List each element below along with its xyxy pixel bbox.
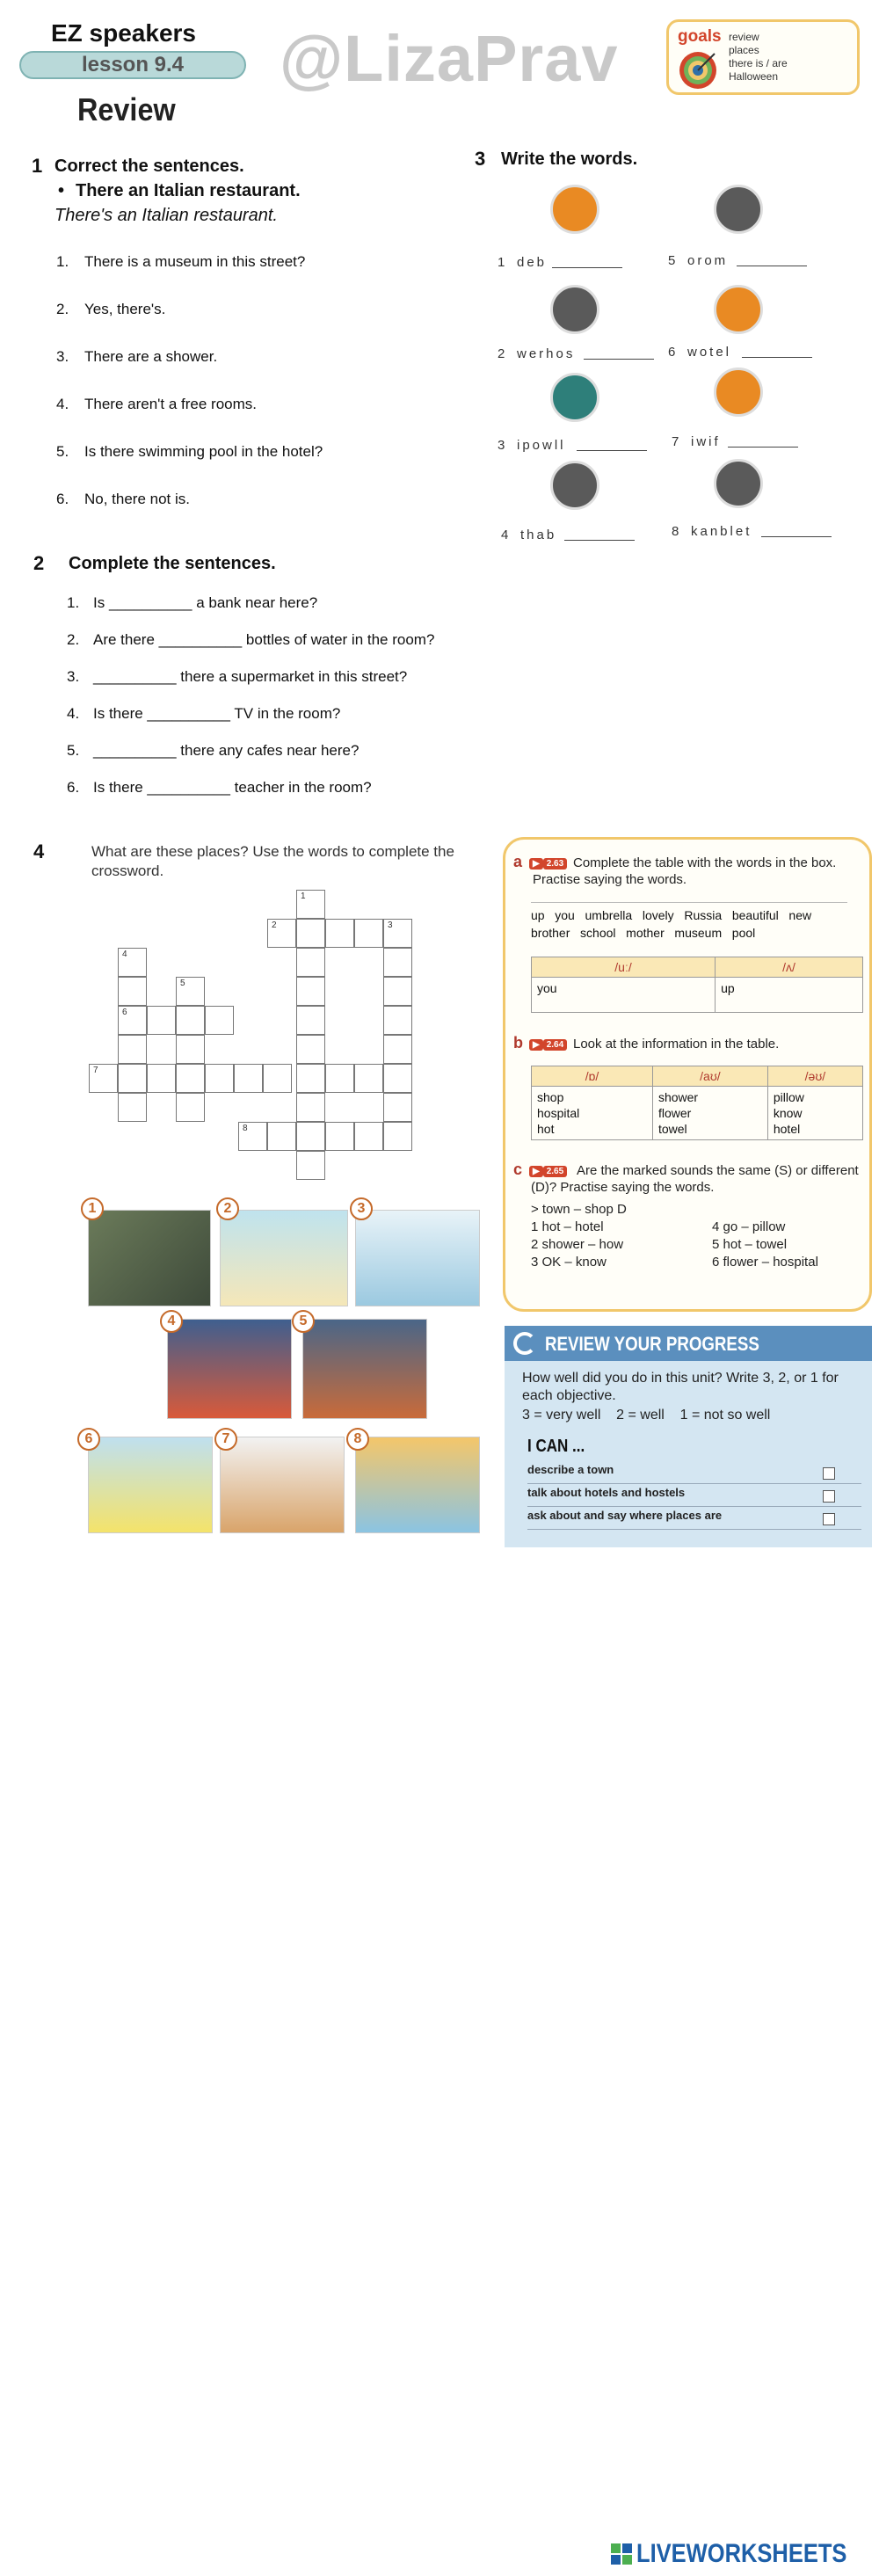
word-scramble: thab bbox=[520, 528, 557, 542]
objective-checkbox[interactable] bbox=[823, 1490, 835, 1503]
answer-line[interactable] bbox=[742, 357, 812, 358]
word: school bbox=[580, 926, 616, 940]
crossword-cell[interactable] bbox=[296, 1064, 325, 1093]
crossword-cell[interactable] bbox=[383, 1064, 412, 1093]
section-2-number: 2 bbox=[33, 552, 45, 574]
table-cell bbox=[532, 1087, 653, 1140]
crossword-number: 5 bbox=[180, 979, 185, 988]
item-number: 1. bbox=[67, 594, 80, 611]
play-icon: ▶ bbox=[529, 1166, 543, 1177]
exercise-b-letter: b bbox=[513, 1034, 523, 1052]
crossword-cell[interactable] bbox=[383, 1122, 412, 1151]
target-icon bbox=[678, 50, 718, 91]
crossword-cell[interactable] bbox=[296, 977, 325, 1006]
exercise-b-text: Look at the information in the table. bbox=[573, 1037, 780, 1052]
goals-list bbox=[729, 31, 788, 84]
progress-scale: 3 = very well 2 = well 1 = not so well bbox=[522, 1408, 771, 1423]
table-cell[interactable]: you bbox=[532, 978, 716, 1013]
crossword-cell[interactable] bbox=[118, 1064, 147, 1093]
crossword-cell[interactable] bbox=[296, 1093, 325, 1122]
word: hospital bbox=[537, 1106, 580, 1120]
column-header: /ɒ/ bbox=[532, 1066, 653, 1087]
section-4-instruction: What are these places? Use the words to complete the crossword. bbox=[91, 843, 454, 879]
sentence-text: Is there __________ TV in the room? bbox=[93, 705, 341, 722]
word: hot bbox=[537, 1122, 555, 1136]
word: flower bbox=[657, 1106, 692, 1120]
word: lovely bbox=[642, 908, 674, 922]
pair-item: 6 flower – hospital bbox=[712, 1255, 818, 1270]
ican-heading: I CAN ... bbox=[527, 1437, 585, 1456]
example-answer: There's an Italian restaurant. bbox=[54, 206, 278, 225]
word: know bbox=[773, 1106, 803, 1120]
crossword-cell[interactable] bbox=[234, 1064, 263, 1093]
pillow-icon bbox=[550, 373, 599, 422]
place-picture-restaurant bbox=[88, 1210, 211, 1306]
table-cell bbox=[767, 1087, 862, 1140]
place-picture-museum bbox=[167, 1319, 292, 1419]
word: pillow bbox=[773, 1090, 804, 1104]
liveworksheets-logo-icon bbox=[610, 2543, 633, 2565]
crossword-number: 6 bbox=[122, 1008, 127, 1017]
crossword-number: 3 bbox=[388, 921, 393, 930]
word: hotel bbox=[773, 1122, 801, 1136]
word: museum bbox=[674, 926, 723, 940]
crossword-cell[interactable] bbox=[263, 1064, 292, 1093]
word-scramble: ipowll bbox=[517, 438, 566, 453]
word-scramble: deb bbox=[517, 255, 548, 270]
word: beautiful bbox=[731, 908, 779, 922]
place-picture-station bbox=[355, 1437, 480, 1533]
word-number: 8 bbox=[672, 524, 682, 539]
crossword-cell[interactable] bbox=[176, 1093, 205, 1122]
objective-label: talk about hotels and hostels bbox=[527, 1486, 686, 1499]
word: shop bbox=[537, 1090, 564, 1104]
column-header: /əʊ/ bbox=[767, 1066, 862, 1087]
track-number: 2.63 bbox=[543, 858, 567, 870]
section-2-heading: Complete the sentences. bbox=[69, 554, 276, 573]
word: shower bbox=[657, 1090, 699, 1104]
bed-icon bbox=[550, 185, 599, 234]
word: new bbox=[788, 908, 812, 922]
word-number: 6 bbox=[668, 345, 679, 360]
section-3-heading: Write the words. bbox=[501, 149, 638, 169]
answer-line[interactable] bbox=[552, 267, 622, 268]
table-cell bbox=[652, 1087, 767, 1140]
goals-item: there is / are bbox=[729, 57, 788, 69]
crossword-cell[interactable] bbox=[354, 1122, 383, 1151]
word: brother bbox=[531, 926, 570, 940]
crossword-cell[interactable] bbox=[325, 919, 354, 948]
section-1-heading: Correct the sentences. bbox=[54, 156, 244, 176]
crossword-cell[interactable] bbox=[147, 1006, 176, 1035]
progress-instruction: How well did you do in this unit? Write 3, 2, or 1 for each objective. bbox=[522, 1371, 839, 1403]
table-b bbox=[531, 1066, 863, 1140]
crossword-cell[interactable] bbox=[383, 977, 412, 1006]
pair-item: 1 hot – hotel bbox=[531, 1219, 604, 1234]
item-number: 4. bbox=[56, 396, 69, 412]
sentence-text: There are a shower. bbox=[84, 348, 218, 365]
sentence-text: Is there swimming pool in the hotel? bbox=[84, 443, 323, 460]
objective-row bbox=[527, 1509, 861, 1530]
table-cell[interactable]: up bbox=[716, 978, 863, 1013]
picture-number: 6 bbox=[77, 1428, 100, 1451]
objective-label: ask about and say where places are bbox=[527, 1509, 723, 1522]
picture-number: 7 bbox=[214, 1428, 237, 1451]
crossword-cell[interactable] bbox=[383, 1006, 412, 1035]
goals-item: Halloween bbox=[729, 70, 779, 83]
place-picture-pool bbox=[355, 1210, 480, 1306]
goals-item: review bbox=[729, 31, 759, 43]
answer-line[interactable] bbox=[577, 450, 647, 451]
goals-box bbox=[666, 19, 860, 95]
objective-checkbox[interactable] bbox=[823, 1513, 835, 1525]
item-number: 6. bbox=[56, 491, 69, 507]
picture-number: 4 bbox=[160, 1310, 183, 1333]
word-number: 4 bbox=[501, 528, 512, 542]
word-number: 5 bbox=[668, 253, 679, 268]
item-number: 6. bbox=[67, 779, 80, 796]
crossword-cell[interactable] bbox=[354, 1064, 383, 1093]
item-number: 5. bbox=[56, 443, 69, 460]
crossword-cell[interactable] bbox=[205, 1064, 234, 1093]
word: you bbox=[555, 908, 575, 922]
word: mother bbox=[626, 926, 665, 940]
room-icon bbox=[714, 185, 763, 234]
crossword-cell[interactable] bbox=[383, 1035, 412, 1064]
answer-line[interactable] bbox=[564, 540, 635, 541]
crossword-cell[interactable] bbox=[205, 1006, 234, 1035]
crossword-number: 4 bbox=[122, 950, 127, 959]
play-icon: ▶ bbox=[529, 1039, 543, 1051]
word-number: 7 bbox=[672, 434, 682, 449]
sentence-text: There aren't a free rooms. bbox=[84, 396, 257, 412]
crossword-cell[interactable] bbox=[383, 948, 412, 977]
watermark: @LizaPrav bbox=[280, 22, 619, 95]
crossword-number: 2 bbox=[272, 921, 277, 930]
crossword-cell[interactable] bbox=[176, 1035, 205, 1064]
section-4-number: 4 bbox=[33, 840, 45, 862]
shower-icon bbox=[550, 285, 599, 334]
picture-number: 5 bbox=[292, 1310, 315, 1333]
example-bullet: • bbox=[58, 181, 65, 200]
crossword-cell[interactable] bbox=[296, 1035, 325, 1064]
sentence-text: __________ there a supermarket in this street? bbox=[93, 668, 408, 685]
refresh-icon bbox=[513, 1332, 536, 1355]
blanket-icon bbox=[714, 459, 763, 508]
crossword-number: 7 bbox=[93, 1066, 98, 1075]
sentence-text: Is there __________ teacher in the room? bbox=[93, 779, 372, 796]
pair-item: 2 shower – how bbox=[531, 1237, 624, 1252]
table-a bbox=[531, 957, 863, 1013]
sentence-text: No, there not is. bbox=[84, 491, 191, 507]
word-scramble: kanblet bbox=[691, 524, 752, 539]
exercise-c-example: > town – shop D bbox=[531, 1202, 627, 1217]
progress-header bbox=[505, 1326, 872, 1361]
column-header: /ʌ/ bbox=[716, 957, 863, 978]
crossword-cell[interactable] bbox=[296, 1151, 325, 1180]
item-number: 5. bbox=[67, 742, 80, 759]
objective-label: describe a town bbox=[527, 1463, 614, 1476]
word: towel bbox=[657, 1122, 687, 1136]
answer-line[interactable] bbox=[584, 359, 654, 360]
exercise-a-letter: a bbox=[513, 853, 523, 870]
crossword-cell[interactable] bbox=[118, 1035, 147, 1064]
word-number: 3 bbox=[498, 438, 508, 453]
place-picture-hotel bbox=[302, 1319, 427, 1419]
picture-number: 2 bbox=[216, 1197, 239, 1220]
crossword-cell[interactable] bbox=[325, 1122, 354, 1151]
track-number: 2.65 bbox=[543, 1166, 567, 1177]
word-number: 1 bbox=[498, 255, 508, 270]
brand-title: EZ speakers bbox=[51, 19, 196, 47]
liveworksheets-logo[interactable]: LIVEWORKSHEETS bbox=[636, 2539, 847, 2568]
objective-row bbox=[527, 1463, 861, 1484]
place-picture-beach bbox=[220, 1210, 348, 1306]
bath-icon bbox=[550, 461, 599, 510]
item-number: 1. bbox=[56, 253, 69, 270]
picture-number: 3 bbox=[350, 1197, 373, 1220]
crossword-cell[interactable] bbox=[383, 1093, 412, 1122]
place-picture-market bbox=[88, 1437, 213, 1533]
section-3-number: 3 bbox=[475, 148, 486, 170]
track-number: 2.64 bbox=[543, 1039, 567, 1051]
item-number: 2. bbox=[56, 301, 69, 317]
progress-title: REVIEW YOUR PROGRESS bbox=[545, 1333, 759, 1355]
wifi-icon bbox=[714, 367, 763, 417]
crossword-cell[interactable] bbox=[325, 1064, 354, 1093]
picture-number: 1 bbox=[81, 1197, 104, 1220]
word: up bbox=[531, 908, 545, 922]
crossword-number: 8 bbox=[243, 1124, 248, 1133]
sentence-text: Is __________ a bank near here? bbox=[93, 594, 318, 611]
crossword-cell[interactable] bbox=[118, 1093, 147, 1122]
word-scramble: orom bbox=[687, 253, 729, 268]
goals-label: goals bbox=[678, 27, 722, 46]
column-header: /uː/ bbox=[532, 957, 716, 978]
crossword-cell[interactable] bbox=[354, 919, 383, 948]
sentence-text: __________ there any cafes near here? bbox=[93, 742, 360, 759]
exercise-a-text: Complete the table with the words in the box. Practise saying the words. bbox=[533, 855, 837, 887]
objective-row bbox=[527, 1486, 861, 1507]
review-progress-panel bbox=[505, 1326, 872, 1547]
place-picture-shop bbox=[220, 1437, 345, 1533]
word: umbrella bbox=[585, 908, 633, 922]
crossword-cell[interactable] bbox=[118, 977, 147, 1006]
column-header: /aʊ/ bbox=[652, 1066, 767, 1087]
goals-item: places bbox=[729, 44, 759, 56]
pair-item: 3 OK – know bbox=[531, 1255, 607, 1270]
exercise-c-letter: c bbox=[513, 1161, 523, 1178]
towel-icon bbox=[714, 285, 763, 334]
pair-item: 4 go – pillow bbox=[712, 1219, 786, 1234]
crossword-cell[interactable] bbox=[296, 948, 325, 977]
page-title: Review bbox=[77, 91, 176, 127]
crossword-number: 1 bbox=[301, 891, 306, 901]
crossword-cell[interactable] bbox=[147, 1064, 176, 1093]
exercise-c-text: Are the marked sounds the same (S) or different (D)? Practise saying the words. bbox=[531, 1163, 859, 1195]
sentence-text: There is a museum in this street? bbox=[84, 253, 306, 270]
sentence-text: Yes, there's. bbox=[84, 301, 166, 317]
word: Russia bbox=[684, 908, 723, 922]
answer-line[interactable] bbox=[728, 447, 798, 448]
audio-badge-b[interactable] bbox=[529, 1036, 567, 1052]
crossword-cell[interactable] bbox=[176, 1064, 205, 1093]
sentence-text: Are there __________ bottles of water in the room? bbox=[93, 631, 435, 648]
crossword-cell[interactable] bbox=[267, 1122, 296, 1151]
word-scramble: werhos bbox=[517, 346, 576, 361]
item-number: 2. bbox=[67, 631, 80, 648]
item-number: 3. bbox=[56, 348, 69, 365]
objective-checkbox[interactable] bbox=[823, 1467, 835, 1480]
crossword-cell[interactable] bbox=[296, 1122, 325, 1151]
word-number: 2 bbox=[498, 346, 508, 361]
answer-line[interactable] bbox=[761, 536, 832, 537]
play-icon: ▶ bbox=[529, 858, 543, 870]
lesson-badge: lesson 9.4 bbox=[19, 51, 246, 79]
word-box bbox=[531, 902, 847, 942]
crossword-cell[interactable] bbox=[296, 919, 325, 948]
section-1-number: 1 bbox=[32, 155, 43, 177]
crossword-cell[interactable] bbox=[296, 1006, 325, 1035]
example-sentence: There an Italian restaurant. bbox=[76, 181, 301, 200]
pair-item: 5 hot – towel bbox=[712, 1237, 788, 1252]
word-scramble: wotel bbox=[687, 345, 732, 360]
word-scramble: iwif bbox=[691, 434, 721, 449]
item-number: 3. bbox=[67, 668, 80, 685]
picture-number: 8 bbox=[346, 1428, 369, 1451]
crossword-cell[interactable] bbox=[176, 1006, 205, 1035]
item-number: 4. bbox=[67, 705, 80, 722]
word: pool bbox=[731, 926, 756, 940]
